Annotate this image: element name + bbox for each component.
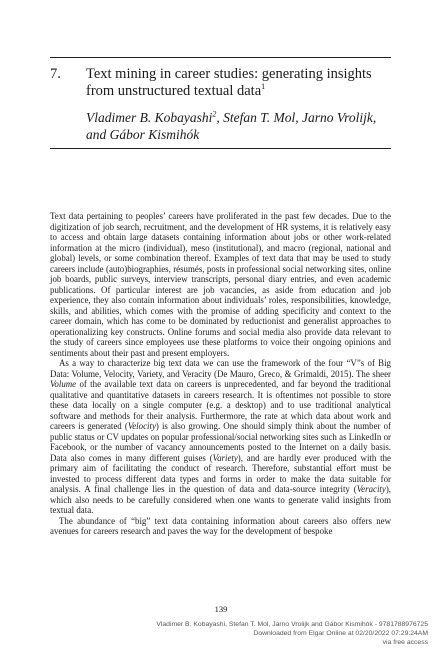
- chapter-title: [86, 66, 396, 99]
- first-author: Vladimer B. Kobayashi: [86, 110, 213, 125]
- paragraph-2-text-b: of the available text data on careers is unprecedented, and far beyond the traditional qualitative and quantitative datasets in careers research. It is oftentimes not possible to store these data locally on a single computer (e.g. a desktop) and to use traditional analytical software and methods for their analysis. Furthermore, the rate at which data about work and careers is generated (: [50, 379, 391, 431]
- author-footnote-marker: 2: [212, 109, 217, 119]
- term-volume: Volume: [50, 379, 77, 389]
- term-velocity: Velocity: [127, 421, 156, 431]
- page-number: 139: [214, 604, 228, 614]
- chapter-title-text: Text mining in career studies: generating insights from unstructured textual data: [86, 66, 372, 99]
- chapter-authors: [86, 110, 396, 143]
- paragraph-3: The abundance of “big” text data containing information about careers also offers new avenues for careers research and paves the way for the development of bespoke: [50, 515, 391, 536]
- title-footnote-marker: 1: [261, 81, 266, 91]
- download-footer: [0, 620, 428, 647]
- other-authors: , Stefan T. Mol, Jarno Vrolijk, and Gábor Kismihók: [86, 110, 377, 142]
- paragraph-2-text-c: ) is also growing. One should simply think about the number of public status or CV updates on popular professional/social networking sites such as LinkedIn or Facebook, or the number of vacancy announcements posted to the Internet on a daily basis. Data also comes in many different guises (: [50, 421, 391, 463]
- footer-citation: Vladimer B. Kobayashi, Stefan T. Mol, Jarno Vrolijk and Gábor Kismihók - 9781788976725: [156, 621, 428, 628]
- paragraph-2-text-a: As a way to characterize big text data we can use the framework of the four “V”s of Big Data: Volume, Velocity, Variety, and Veracity (De Mauro, Greco, & Grimaldi, 2015). The sheer: [50, 358, 391, 379]
- term-variety: Variety: [212, 452, 238, 463]
- chapter-top-rule: [50, 57, 391, 58]
- body-text: [50, 211, 391, 537]
- paragraph-2-text-e: ), which also needs to be carefully considered when one wants to generate valid insights from textual data.: [50, 484, 391, 515]
- chapter-bottom-rule: [50, 148, 391, 149]
- term-veracity: Veracity: [356, 484, 386, 494]
- paragraph-1: Text data pertaining to peoples’ careers have proliferated in the past few decades. Due to the digitization of job search, recruitment, and the development of HR systems, it is relatively easy to access and obtain large datasets containing information about jobs or other work-related information at the micro (individual), meso (institutional), and macro (regional, national and global) levels, or some combination thereof. Examples of text data that may be used to study careers include (auto)biographies, résumés, posts in professional social networking sites, online job boards, public surveys, interview transcripts, personal diary entries, and even academic publications. Of particular interest are job vacancies, as aside from education and job experience, they also contain information about individuals’ roles, responsibilities, knowledge, skills, and abilities, which comes with the promise of adding specificity and context to the career domain, which has come to be dominated by reductionist and generalist approaches to operationalizing key constructs. Online forums and social media also provide data relevant to the study of careers since employees use these platforms to voice their ongoing opinions and sentiments about their past and present employers.: [50, 211, 391, 358]
- chapter-number: 7.: [50, 66, 61, 82]
- paragraph-2: [50, 358, 391, 516]
- paragraph-2-text-d: ), and are hardly ever produced with the primary aim of facilitating the conduct of research. Therefore, substantial effort must be invested to process different data types and forms in order to make the data suitable for analysis. A final challenge lies in the question of data and data-source integrity (: [50, 452, 391, 494]
- footer-download-info: Downloaded from Elgar Online at 02/20/2022 07:29:24AM: [253, 630, 428, 637]
- footer-access-note: via free access: [382, 639, 428, 646]
